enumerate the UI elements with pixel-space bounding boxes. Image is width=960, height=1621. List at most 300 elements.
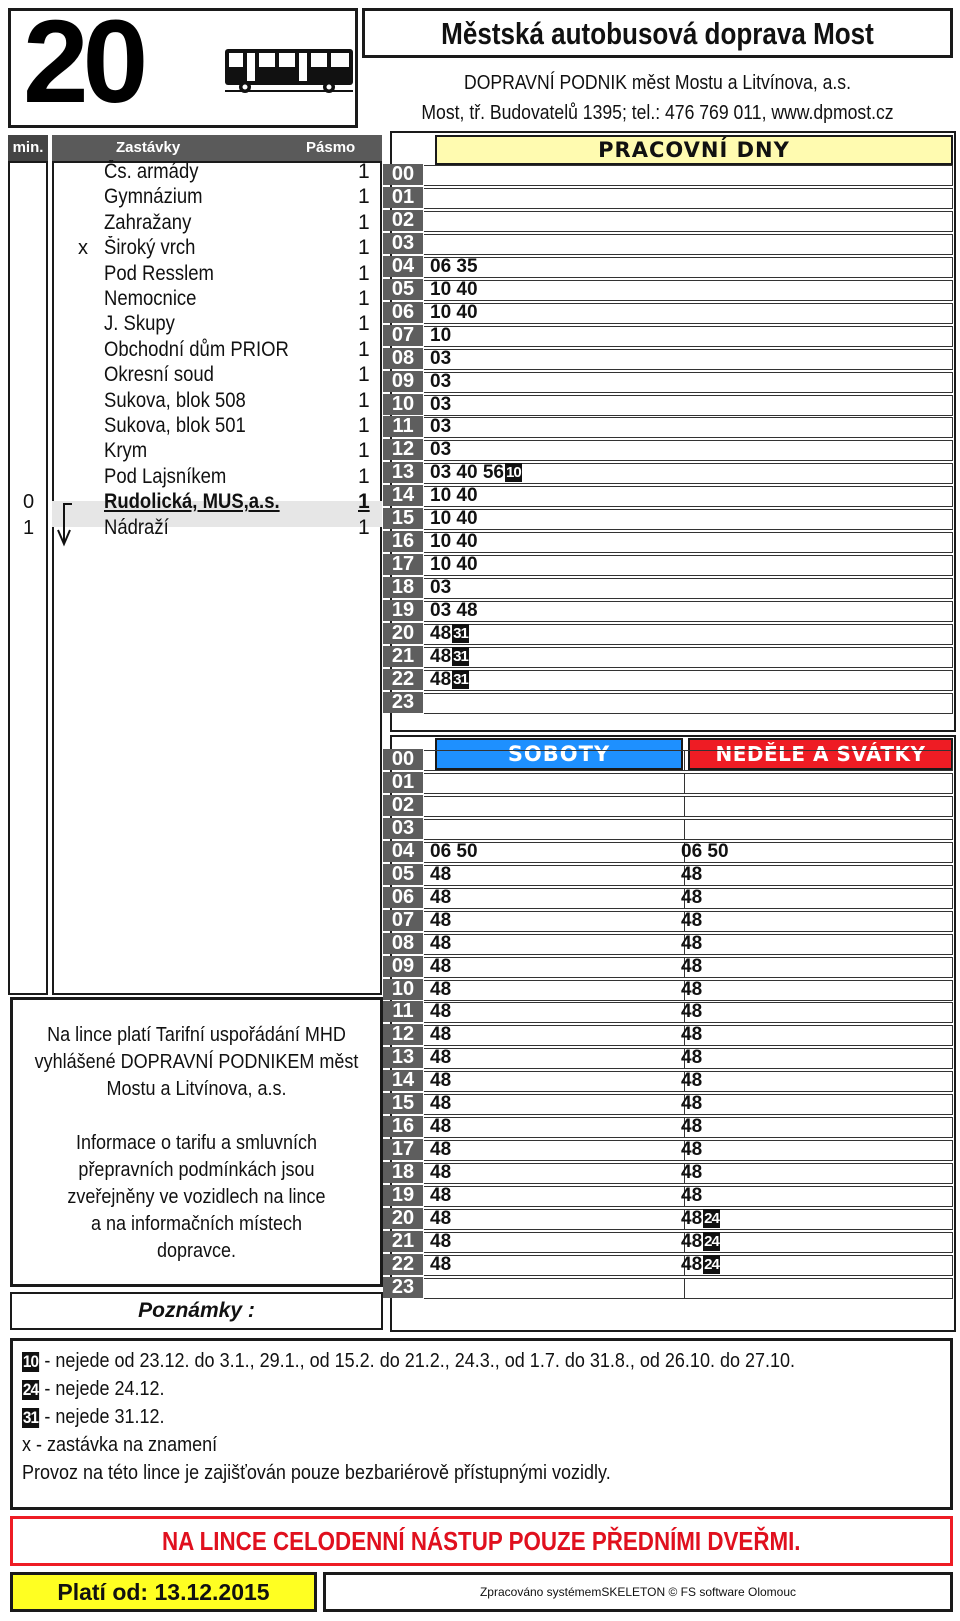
stop-zone: 1	[358, 388, 370, 412]
stop-zone: 1	[358, 414, 370, 437]
hour-cell: 15	[383, 508, 423, 529]
departure-minutes	[430, 370, 451, 393]
footnote-line	[22, 1432, 217, 1459]
departure-minutes	[430, 932, 451, 955]
minutes-column	[8, 161, 48, 995]
departure-minutes	[430, 909, 451, 932]
minute-value: 48	[430, 623, 452, 644]
saturday-row	[424, 1186, 685, 1207]
tariff-info-line: zveřejněny ve vozidlech na lince	[67, 1186, 326, 1208]
hour-cell: 18	[383, 577, 423, 598]
saturday-row	[424, 750, 685, 771]
departure-minutes	[430, 393, 451, 416]
departure-minutes	[430, 1000, 451, 1023]
hour-cell: 19	[383, 600, 423, 621]
stop-zone: 1	[358, 490, 370, 514]
bus-icon	[223, 47, 355, 95]
minute-value: 48	[430, 978, 452, 1000]
tariff-info-line: Na lince platí Tarifní uspořádání MHD	[47, 1024, 346, 1046]
departure-minutes	[430, 645, 469, 668]
weekday-row	[424, 440, 953, 461]
sunday-row	[675, 911, 953, 932]
weekday-row	[424, 555, 953, 576]
saturday-row	[424, 1209, 685, 1230]
minute-value: 06	[430, 255, 452, 277]
minute-value: 48	[681, 1024, 703, 1046]
minute-value: 48	[430, 1024, 452, 1046]
saturday-row	[424, 1163, 685, 1184]
weekday-row	[424, 670, 953, 691]
weekday-row	[424, 303, 953, 324]
departure-minutes	[430, 530, 478, 553]
minute-value: 48	[456, 600, 478, 622]
footnote-text: - nejede od 23.12. do 3.1., 29.1., od 15.2. do 21.2., 24.3., od 1.7. do 31.8., od 26.10. do 27.10.	[44, 1350, 796, 1372]
stop-name: J. Skupy	[104, 312, 175, 336]
hour-cell: 02	[383, 795, 423, 816]
stop-zone: 1	[358, 439, 370, 463]
stop-zone: 1	[358, 185, 370, 209]
hour-cell: 20	[383, 623, 423, 644]
departure-minutes	[430, 415, 451, 438]
minute-value: 48	[681, 1047, 703, 1069]
weekday-row	[424, 601, 953, 622]
footnote-text: Provoz na této lince je zajišťován pouze bezbariérově přístupnými vozidly.	[22, 1462, 611, 1484]
sunday-row	[675, 957, 953, 978]
hour-cell: 20	[383, 1208, 423, 1229]
hour-cell: 01	[383, 187, 423, 208]
minute-value: 48	[430, 886, 452, 908]
stop-name: Nemocnice	[104, 287, 197, 310]
minute-value: 40	[456, 531, 478, 553]
tariff-info-line: přepravních podmínkách jsou	[78, 1159, 315, 1181]
saturday-row	[424, 1278, 685, 1299]
stop-zone: 1	[358, 287, 370, 310]
sunday-row	[675, 1094, 953, 1115]
company-title-box	[362, 8, 953, 58]
saturday-row	[424, 1232, 685, 1253]
hour-cell: 14	[383, 1070, 423, 1091]
hour-cell: 18	[383, 1162, 423, 1183]
sunday-row	[675, 934, 953, 955]
sunday-row	[675, 980, 953, 1001]
saturday-row	[424, 980, 685, 1001]
stop-name: Pod Resslem	[104, 261, 214, 285]
saturday-row	[424, 1048, 685, 1069]
footnote-text: - nejede 31.12.	[44, 1406, 165, 1428]
sunday-row	[675, 773, 953, 794]
valid-from: Platí od: 13.12.2015	[10, 1572, 317, 1612]
minute-value: 48	[430, 668, 452, 690]
footnote-chip: 31	[453, 625, 468, 642]
departure-minutes	[430, 1253, 451, 1276]
tariff-info-line: Informace o tarifu a smluvních	[75, 1132, 318, 1154]
request-stop-marker: x	[78, 237, 88, 260]
minute-value: 48	[430, 1139, 452, 1161]
hour-cell: 23	[383, 692, 423, 713]
banner-text: NA LINCE CELODENNÍ NÁSTUP POUZE PŘEDNÍMI DVEŘMI.	[162, 1526, 801, 1556]
minute-value: 48	[430, 645, 452, 667]
saturday-row	[424, 911, 685, 932]
hour-cell: 11	[383, 1001, 423, 1022]
sunday-row	[675, 1025, 953, 1046]
departure-minutes	[681, 1046, 702, 1069]
tariff-info-line: dopravce.	[156, 1240, 237, 1262]
departure-minutes	[430, 840, 478, 863]
saturday-row	[424, 888, 685, 909]
minute-value: 50	[707, 840, 729, 862]
departure-minutes	[430, 1023, 451, 1046]
stop-name: Široký vrch	[104, 236, 196, 260]
minute-value: 48	[681, 1230, 703, 1252]
departure-minutes	[681, 909, 702, 932]
saturday-row	[424, 1094, 685, 1115]
hour-cell: 07	[383, 910, 423, 931]
departure-minutes	[681, 863, 702, 886]
hour-cell: 17	[383, 1139, 423, 1160]
footnote-code: 10	[22, 1352, 39, 1371]
departure-minutes	[430, 886, 451, 909]
stop-zone: 1	[358, 515, 370, 539]
weekday-row	[424, 578, 953, 599]
footnote-text: - nejede 24.12.	[44, 1378, 165, 1400]
minute-value: 48	[681, 955, 703, 977]
weekday-row	[424, 417, 953, 438]
saturday-row	[424, 1071, 685, 1092]
hour-cell: 06	[383, 887, 423, 908]
footnote-chip: 31	[453, 647, 468, 665]
hour-cell: 19	[383, 1185, 423, 1206]
hour-cell: 08	[383, 348, 423, 369]
minute-value: 48	[430, 1070, 452, 1092]
notes-label: Poznámky :	[10, 1292, 383, 1330]
departure-minutes	[681, 1230, 720, 1253]
departure-minutes	[430, 1184, 451, 1207]
footnote-chip: 10	[505, 464, 521, 482]
weekday-row	[424, 395, 953, 416]
saturday-row	[424, 957, 685, 978]
stop-zone: 1	[358, 464, 370, 488]
minute-value: 48	[681, 1253, 703, 1275]
sunday-row	[675, 1278, 953, 1299]
stop-zone: 1	[358, 261, 370, 285]
saturday-row	[424, 819, 685, 840]
minute-value: 40	[456, 554, 478, 576]
stops-column	[52, 161, 382, 995]
min-header: min.	[8, 135, 48, 161]
footnote-line	[22, 1376, 165, 1403]
departure-minutes	[430, 863, 451, 886]
route-box	[8, 0, 358, 128]
minute-value: 40	[456, 462, 478, 484]
footnote-line	[22, 1348, 795, 1375]
departure-minutes	[681, 1253, 720, 1276]
sunday-row	[675, 1163, 953, 1184]
stop-zone: 1	[358, 312, 370, 336]
minute-value: 48	[681, 978, 703, 1000]
departure-minutes	[430, 955, 451, 978]
saturday-row	[424, 1025, 685, 1046]
software-credit: Zpracováno systémemSKELETON © FS software Olomouc	[323, 1572, 953, 1612]
hour-cell: 06	[383, 302, 423, 323]
stop-zone: 1	[358, 160, 370, 183]
departure-minutes	[681, 1184, 702, 1207]
company-title: Městská autobusová doprava Most	[441, 16, 874, 51]
minute-value: 40	[456, 508, 478, 530]
hour-cell: 21	[383, 1231, 423, 1252]
weekday-row	[424, 693, 953, 714]
minute-value: 06	[430, 840, 452, 862]
stop-name: Krym	[104, 439, 148, 463]
saturday-row	[424, 1140, 685, 1161]
saturday-row	[424, 865, 685, 886]
stop-minutes: 0	[23, 491, 35, 514]
route-number: 20	[23, 0, 143, 128]
sunday-row	[675, 1048, 953, 1069]
footnote-line	[22, 1404, 165, 1431]
minute-value: 48	[681, 1070, 703, 1092]
minute-value: 10	[430, 278, 452, 300]
footnote-chip: 31	[453, 670, 468, 688]
tariff-info-box	[10, 997, 383, 1287]
minute-value: 48	[430, 1116, 452, 1138]
tariff-info-line: vyhlášené DOPRAVNÍ PODNIKEM měst	[34, 1051, 359, 1073]
weekday-row	[424, 211, 953, 232]
sunday-row	[675, 888, 953, 909]
weekday-row	[424, 165, 953, 186]
minute-value: 48	[430, 1230, 452, 1252]
stop-zone: 1	[358, 337, 370, 361]
stop-name: Zahražany	[104, 210, 192, 234]
minute-value: 03	[430, 577, 452, 599]
minute-value: 48	[430, 1162, 452, 1184]
departure-minutes	[681, 1069, 702, 1092]
stop-name: Pod Lajsníkem	[104, 464, 227, 488]
hour-cell: 05	[383, 279, 423, 300]
sunday-title: NEDĚLE A SVÁTKY	[688, 738, 953, 770]
minute-value: 03	[430, 439, 452, 461]
minute-value: 48	[430, 1208, 452, 1229]
footnote-chip: 24	[704, 1255, 719, 1273]
minute-value: 48	[681, 863, 703, 885]
minute-value: 10	[430, 301, 452, 323]
stop-zone: 1	[358, 210, 370, 234]
minute-value: 48	[681, 1093, 703, 1115]
departure-minutes	[430, 1115, 451, 1138]
departure-minutes	[681, 1207, 720, 1230]
stops-header-label: Zastávky	[116, 139, 181, 156]
departure-minutes	[681, 1138, 702, 1161]
hour-cell: 04	[383, 256, 423, 277]
weekday-row	[424, 234, 953, 255]
saturday-row	[424, 1117, 685, 1138]
minute-value: 48	[681, 909, 703, 931]
departure-minutes	[681, 886, 702, 909]
hour-cell: 14	[383, 485, 423, 506]
departure-minutes	[430, 461, 522, 484]
departure-minutes	[430, 278, 478, 301]
departure-minutes	[681, 840, 729, 863]
footnote-chip: 24	[704, 1210, 719, 1227]
minute-value: 10	[430, 554, 452, 576]
weekday-row	[424, 326, 953, 347]
departure-minutes	[430, 978, 451, 1001]
departure-minutes	[430, 1092, 451, 1115]
sunday-row	[675, 796, 953, 817]
minute-value: 10	[430, 531, 452, 553]
sunday-row	[675, 1117, 953, 1138]
minute-value: 48	[430, 1093, 452, 1115]
departure-minutes	[430, 324, 451, 347]
departure-minutes	[430, 622, 469, 645]
departure-minutes	[430, 1207, 451, 1230]
minute-value: 40	[456, 485, 478, 507]
hour-cell: 00	[383, 749, 423, 770]
minute-value: 48	[681, 932, 703, 954]
minute-value: 03	[430, 462, 452, 484]
footnote-code: 24	[22, 1380, 39, 1399]
hour-cell: 23	[383, 1277, 423, 1298]
hour-cell: 02	[383, 210, 423, 231]
hour-cell: 04	[383, 841, 423, 862]
hour-cell: 05	[383, 864, 423, 885]
departure-minutes	[681, 978, 702, 1001]
weekday-row	[424, 257, 953, 278]
departure-minutes	[681, 1092, 702, 1115]
minute-value: 03	[430, 370, 452, 392]
departure-minutes	[430, 1161, 451, 1184]
departure-minutes	[430, 255, 478, 278]
weekday-row	[424, 349, 953, 370]
stop-zone: 1	[358, 363, 370, 387]
minute-value: 50	[456, 840, 478, 862]
weekday-row	[424, 486, 953, 507]
sunday-row	[675, 1071, 953, 1092]
saturday-row	[424, 934, 685, 955]
weekday-row	[424, 647, 953, 668]
saturday-row	[424, 773, 685, 794]
minute-value: 03	[430, 416, 452, 438]
hour-cell: 10	[383, 394, 423, 415]
hour-cell: 09	[383, 371, 423, 392]
minute-value: 48	[430, 1253, 452, 1275]
sunday-row	[675, 1140, 953, 1161]
minute-value: 10	[430, 324, 452, 346]
hour-cell: 17	[383, 554, 423, 575]
minute-value: 03	[430, 393, 452, 415]
stop-name: Obchodní dům PRIOR	[104, 337, 289, 361]
hour-cell: 08	[383, 933, 423, 954]
front-door-banner	[10, 1516, 953, 1566]
weekday-row	[424, 624, 953, 645]
minute-value: 03	[430, 347, 452, 369]
departure-minutes	[430, 484, 478, 507]
stop-name: Sukova, blok 508	[104, 388, 246, 412]
weekday-row	[424, 372, 953, 393]
operator-name: DOPRAVNÍ PODNIK měst Mostu a Litvínova, a.s.	[463, 72, 851, 94]
weekday-row	[424, 188, 953, 209]
footnote-text: x - zastávka na znamení	[22, 1434, 218, 1456]
departure-minutes	[681, 1115, 702, 1138]
footnote-line	[22, 1460, 611, 1487]
hour-cell: 13	[383, 1047, 423, 1068]
minute-value: 10	[430, 485, 452, 507]
hour-cell: 16	[383, 1116, 423, 1137]
footnote-code: 31	[22, 1408, 39, 1427]
direction-arrow-icon	[52, 500, 80, 550]
minute-value: 48	[681, 1001, 703, 1023]
hour-cell: 22	[383, 1254, 423, 1275]
departure-minutes	[430, 1230, 451, 1253]
departure-minutes	[430, 576, 451, 599]
saturday-row	[424, 796, 685, 817]
tariff-info-line: a na informačních místech	[90, 1213, 303, 1235]
weekday-row	[424, 280, 953, 301]
minute-value: 40	[456, 301, 478, 323]
weekday-title: PRACOVNÍ DNY	[435, 135, 953, 165]
minute-value: 48	[681, 1139, 703, 1161]
minute-value: 48	[681, 1116, 703, 1138]
minute-value: 10	[430, 508, 452, 530]
minute-value: 48	[430, 863, 452, 885]
minute-value: 48	[681, 1185, 703, 1207]
minute-value: 56	[482, 462, 504, 484]
hour-cell: 01	[383, 772, 423, 793]
departure-minutes	[430, 553, 478, 576]
departure-minutes	[430, 507, 478, 530]
hour-cell: 12	[383, 439, 423, 460]
hour-cell: 13	[383, 462, 423, 483]
departure-minutes	[430, 301, 478, 324]
sunday-row	[675, 865, 953, 886]
departure-minutes	[430, 1069, 451, 1092]
hour-cell: 11	[383, 416, 423, 437]
departure-minutes	[430, 1046, 451, 1069]
minute-value: 35	[456, 255, 478, 277]
weekday-row	[424, 532, 953, 553]
minute-value: 48	[430, 932, 452, 954]
departure-minutes	[430, 347, 451, 370]
sunday-row	[675, 1186, 953, 1207]
minute-value: 48	[430, 1047, 452, 1069]
hour-cell: 07	[383, 325, 423, 346]
stop-zone: 1	[358, 236, 370, 260]
minute-value: 48	[681, 1162, 703, 1184]
saturday-row	[424, 1002, 685, 1023]
minute-value: 48	[681, 1208, 703, 1229]
minute-value: 48	[430, 955, 452, 977]
stop-name: Rudolická, MUS,a.s.	[104, 490, 280, 514]
hour-cell: 10	[383, 979, 423, 1000]
departure-minutes	[430, 1138, 451, 1161]
departure-minutes	[681, 932, 702, 955]
departure-minutes	[430, 599, 478, 622]
header	[362, 8, 953, 128]
stop-name: Sukova, blok 501	[104, 414, 246, 437]
departure-minutes	[681, 955, 702, 978]
hour-cell: 09	[383, 956, 423, 977]
saturday-row	[424, 1255, 685, 1276]
minute-value: 48	[430, 1185, 452, 1207]
hour-cell: 00	[383, 164, 423, 185]
hour-cell: 03	[383, 818, 423, 839]
departure-minutes	[681, 1161, 702, 1184]
sunday-row	[675, 819, 953, 840]
zone-header-label: Pásmo	[306, 139, 356, 156]
stops-header	[52, 135, 382, 161]
stop-name: Okresní soud	[104, 363, 214, 387]
departure-minutes	[430, 668, 469, 691]
stop-name: Čs. armády	[104, 160, 199, 183]
